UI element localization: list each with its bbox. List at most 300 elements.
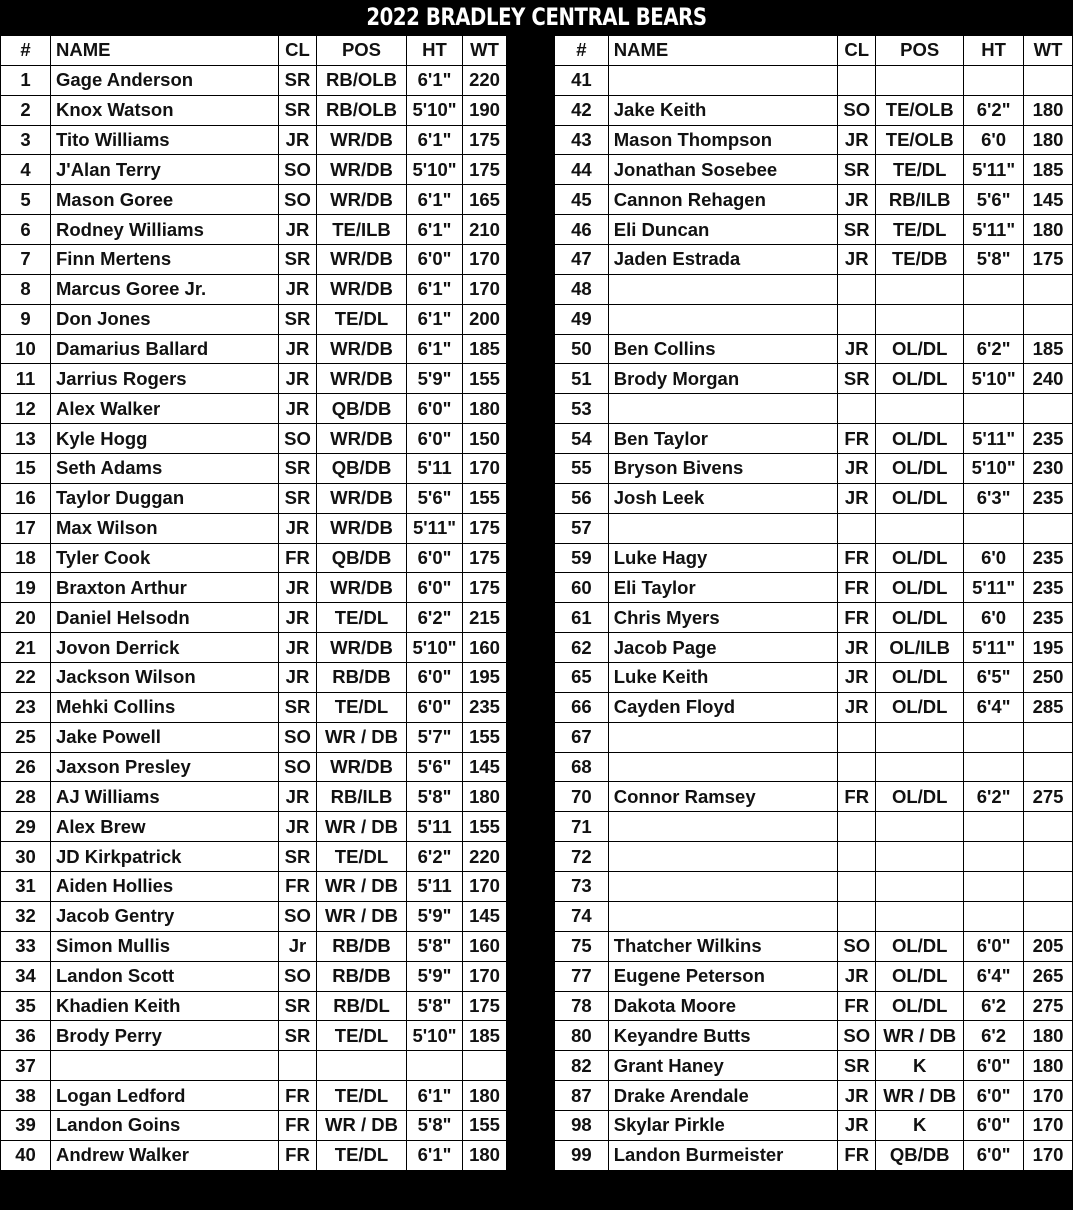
player-class: SR — [838, 215, 876, 245]
player-height: 6'0" — [964, 1081, 1024, 1111]
player-class: JR — [279, 812, 317, 842]
player-class: FR — [838, 424, 876, 454]
player-height: 5'10" — [407, 155, 463, 185]
player-height: 6'0" — [964, 1110, 1024, 1140]
player-weight: 180 — [463, 1140, 507, 1170]
table-row — [1, 185, 507, 215]
player-height: 6'1" — [407, 334, 463, 364]
player-weight: 180 — [463, 782, 507, 812]
player-number: 5 — [1, 185, 51, 215]
player-height: 6'0" — [964, 931, 1024, 961]
player-name: Andrew Walker — [51, 1140, 279, 1170]
player-height: 6'2" — [964, 782, 1024, 812]
player-name: Jaden Estrada — [608, 245, 838, 275]
player-name: Alex Walker — [51, 394, 279, 424]
player-weight — [1024, 274, 1073, 304]
player-number: 47 — [555, 245, 609, 275]
player-number: 13 — [1, 424, 51, 454]
player-weight: 180 — [1024, 95, 1073, 125]
player-weight: 285 — [1024, 692, 1073, 722]
player-weight — [1024, 65, 1073, 95]
player-class: FR — [279, 1110, 317, 1140]
table-row — [1, 931, 507, 961]
player-number: 53 — [555, 394, 609, 424]
player-weight: 155 — [463, 483, 507, 513]
player-weight: 155 — [463, 1110, 507, 1140]
player-name: Mason Goree — [51, 185, 279, 215]
player-position: WR/DB — [317, 155, 407, 185]
player-position: WR/DB — [317, 364, 407, 394]
table-row — [1, 394, 507, 424]
player-name: Cannon Rehagen — [608, 185, 838, 215]
player-name: Alex Brew — [51, 812, 279, 842]
player-position: TE/OLB — [876, 95, 964, 125]
player-class: JR — [838, 125, 876, 155]
player-class — [838, 842, 876, 872]
player-position: WR/DB — [317, 483, 407, 513]
player-weight — [1024, 901, 1073, 931]
table-row — [555, 1140, 1073, 1170]
header-number: # — [1, 36, 51, 66]
player-weight — [463, 1051, 507, 1081]
player-height: 6'2" — [964, 334, 1024, 364]
player-class: JR — [279, 663, 317, 693]
player-position: TE/DB — [876, 245, 964, 275]
player-position: RB/DB — [317, 931, 407, 961]
table-row — [555, 1081, 1073, 1111]
table-row — [555, 334, 1073, 364]
player-number: 59 — [555, 543, 609, 573]
table-row — [1, 65, 507, 95]
player-position: WR/DB — [317, 185, 407, 215]
player-class: SR — [279, 454, 317, 484]
table-row — [555, 454, 1073, 484]
player-number: 68 — [555, 752, 609, 782]
player-number: 28 — [1, 782, 51, 812]
player-class — [838, 901, 876, 931]
player-weight: 170 — [463, 872, 507, 902]
table-row — [555, 842, 1073, 872]
player-height: 6'1" — [407, 1081, 463, 1111]
table-row — [555, 872, 1073, 902]
table-row — [1, 274, 507, 304]
player-number: 41 — [555, 65, 609, 95]
player-name: Landon Scott — [51, 961, 279, 991]
player-height: 6'3" — [964, 483, 1024, 513]
table-row — [1, 543, 507, 573]
player-height: 6'4" — [964, 692, 1024, 722]
player-height: 5'8" — [407, 782, 463, 812]
player-height: 5'8" — [964, 245, 1024, 275]
player-height: 5'8" — [407, 931, 463, 961]
table-row — [1, 842, 507, 872]
player-weight: 185 — [1024, 155, 1073, 185]
header-weight: WT — [1024, 36, 1073, 66]
player-name: AJ Williams — [51, 782, 279, 812]
player-height: 6'1" — [407, 185, 463, 215]
player-weight: 235 — [1024, 543, 1073, 573]
player-class: FR — [279, 872, 317, 902]
player-position — [876, 65, 964, 95]
player-class: JR — [279, 573, 317, 603]
player-number: 45 — [555, 185, 609, 215]
player-position: RB/OLB — [317, 95, 407, 125]
player-weight: 175 — [463, 513, 507, 543]
player-position: TE/OLB — [876, 125, 964, 155]
table-row — [555, 633, 1073, 663]
table-row — [1, 722, 507, 752]
player-weight: 155 — [463, 812, 507, 842]
player-number: 29 — [1, 812, 51, 842]
player-name: Grant Haney — [608, 1051, 838, 1081]
player-position: TE/DL — [317, 1081, 407, 1111]
player-height: 6'0 — [964, 603, 1024, 633]
player-number: 9 — [1, 304, 51, 334]
player-weight: 185 — [1024, 334, 1073, 364]
table-row — [555, 274, 1073, 304]
table-row — [1, 1140, 507, 1170]
player-name — [608, 812, 838, 842]
player-height: 6'0 — [964, 125, 1024, 155]
player-position: WR / DB — [317, 722, 407, 752]
player-height: 5'10" — [964, 364, 1024, 394]
player-number: 87 — [555, 1081, 609, 1111]
table-row — [1, 1081, 507, 1111]
player-height: 5'11" — [964, 573, 1024, 603]
player-position: OL/DL — [876, 931, 964, 961]
player-number: 25 — [1, 722, 51, 752]
player-weight: 170 — [1024, 1081, 1073, 1111]
player-name: Tito Williams — [51, 125, 279, 155]
player-name — [608, 722, 838, 752]
player-number: 40 — [1, 1140, 51, 1170]
player-position: OL/DL — [876, 991, 964, 1021]
player-number: 17 — [1, 513, 51, 543]
player-class: SR — [279, 991, 317, 1021]
header-position: POS — [317, 36, 407, 66]
player-height: 6'0" — [407, 543, 463, 573]
player-class: JR — [838, 245, 876, 275]
player-weight: 145 — [463, 901, 507, 931]
player-name: Max Wilson — [51, 513, 279, 543]
player-position: OL/DL — [876, 961, 964, 991]
table-row — [555, 722, 1073, 752]
player-number: 2 — [1, 95, 51, 125]
player-weight — [1024, 752, 1073, 782]
player-position: TE/DL — [876, 155, 964, 185]
player-name: Jackson Wilson — [51, 663, 279, 693]
player-height: 5'11 — [407, 872, 463, 902]
player-name — [608, 274, 838, 304]
player-position — [876, 901, 964, 931]
player-weight: 250 — [1024, 663, 1073, 693]
player-height: 6'2" — [964, 95, 1024, 125]
player-number: 50 — [555, 334, 609, 364]
player-position: WR/DB — [317, 513, 407, 543]
player-class: SR — [838, 364, 876, 394]
player-position: QB/DB — [317, 394, 407, 424]
player-class: FR — [838, 782, 876, 812]
player-height — [964, 842, 1024, 872]
table-row — [1, 215, 507, 245]
player-number: 38 — [1, 1081, 51, 1111]
table-row — [1, 782, 507, 812]
player-weight: 175 — [463, 991, 507, 1021]
player-position — [876, 812, 964, 842]
player-height: 5'7" — [407, 722, 463, 752]
player-weight: 170 — [463, 961, 507, 991]
table-row — [555, 752, 1073, 782]
player-class: JR — [279, 633, 317, 663]
player-position: K — [876, 1110, 964, 1140]
player-weight: 185 — [463, 1021, 507, 1051]
table-row — [555, 603, 1073, 633]
player-number: 31 — [1, 872, 51, 902]
player-class: FR — [838, 573, 876, 603]
player-name: Logan Ledford — [51, 1081, 279, 1111]
player-height: 5'6" — [407, 752, 463, 782]
header-class: CL — [279, 36, 317, 66]
player-position: OL/DL — [876, 692, 964, 722]
table-row — [555, 1021, 1073, 1051]
table-row — [555, 424, 1073, 454]
player-weight: 195 — [1024, 633, 1073, 663]
player-weight: 190 — [463, 95, 507, 125]
player-position: OL/DL — [876, 603, 964, 633]
player-position — [876, 842, 964, 872]
player-height: 5'9" — [407, 961, 463, 991]
player-weight: 205 — [1024, 931, 1073, 961]
player-weight: 275 — [1024, 782, 1073, 812]
player-name: Keyandre Butts — [608, 1021, 838, 1051]
player-weight: 275 — [1024, 991, 1073, 1021]
player-name: Khadien Keith — [51, 991, 279, 1021]
player-position — [876, 513, 964, 543]
table-row — [1, 125, 507, 155]
player-class: SO — [279, 961, 317, 991]
player-height: 5'11" — [964, 215, 1024, 245]
player-name: Marcus Goree Jr. — [51, 274, 279, 304]
roster-table-left — [0, 35, 507, 1171]
player-number: 74 — [555, 901, 609, 931]
player-height: 6'0" — [407, 245, 463, 275]
player-weight — [1024, 394, 1073, 424]
header-row — [555, 36, 1073, 66]
table-row — [1, 1051, 507, 1081]
player-number: 99 — [555, 1140, 609, 1170]
player-position: TE/DL — [317, 304, 407, 334]
player-class — [838, 752, 876, 782]
player-name — [608, 842, 838, 872]
player-position: RB/DB — [317, 961, 407, 991]
player-number: 1 — [1, 65, 51, 95]
table-row — [555, 901, 1073, 931]
player-name: Landon Goins — [51, 1110, 279, 1140]
player-weight: 145 — [1024, 185, 1073, 215]
table-row — [1, 1110, 507, 1140]
header-height: HT — [407, 36, 463, 66]
player-weight: 155 — [463, 722, 507, 752]
player-height: 5'11 — [407, 812, 463, 842]
player-name: J'Alan Terry — [51, 155, 279, 185]
player-class: JR — [838, 1081, 876, 1111]
player-height: 5'9" — [407, 901, 463, 931]
player-number: 4 — [1, 155, 51, 185]
player-number: 56 — [555, 483, 609, 513]
table-row — [555, 394, 1073, 424]
player-class: JR — [279, 782, 317, 812]
player-position: TE/DL — [317, 603, 407, 633]
player-weight: 220 — [463, 65, 507, 95]
player-name: Landon Burmeister — [608, 1140, 838, 1170]
player-number: 36 — [1, 1021, 51, 1051]
player-position: TE/DL — [317, 1140, 407, 1170]
player-name — [608, 513, 838, 543]
player-position: TE/DL — [317, 1021, 407, 1051]
player-weight: 175 — [463, 155, 507, 185]
player-weight: 175 — [463, 543, 507, 573]
player-height: 6'1" — [407, 304, 463, 334]
player-class: SO — [279, 901, 317, 931]
player-weight: 170 — [463, 454, 507, 484]
player-number: 8 — [1, 274, 51, 304]
player-weight — [1024, 872, 1073, 902]
player-weight: 235 — [1024, 573, 1073, 603]
player-height — [964, 752, 1024, 782]
player-weight: 160 — [463, 931, 507, 961]
player-name: Brody Morgan — [608, 364, 838, 394]
player-height: 6'2 — [964, 991, 1024, 1021]
player-number: 10 — [1, 334, 51, 364]
player-class: JR — [838, 663, 876, 693]
player-weight: 185 — [463, 334, 507, 364]
player-name: Simon Mullis — [51, 931, 279, 961]
table-row — [555, 185, 1073, 215]
player-position: RB/ILB — [876, 185, 964, 215]
player-height — [964, 812, 1024, 842]
player-number: 48 — [555, 274, 609, 304]
player-name: Josh Leek — [608, 483, 838, 513]
player-position: WR/DB — [317, 274, 407, 304]
player-weight: 180 — [463, 1081, 507, 1111]
table-row — [555, 155, 1073, 185]
table-row — [1, 155, 507, 185]
player-weight: 170 — [463, 274, 507, 304]
player-name: Jarrius Rogers — [51, 364, 279, 394]
player-class: Jr — [279, 931, 317, 961]
player-height — [964, 901, 1024, 931]
player-class: FR — [838, 1140, 876, 1170]
player-class: JR — [279, 274, 317, 304]
player-position — [876, 394, 964, 424]
player-weight: 215 — [463, 603, 507, 633]
player-position: WR / DB — [317, 872, 407, 902]
header-row — [1, 36, 507, 66]
player-position — [876, 752, 964, 782]
player-weight: 170 — [1024, 1140, 1073, 1170]
player-number: 37 — [1, 1051, 51, 1081]
player-name: Cayden Floyd — [608, 692, 838, 722]
player-class: JR — [838, 454, 876, 484]
player-class: JR — [838, 334, 876, 364]
player-position: OL/DL — [876, 782, 964, 812]
player-number: 19 — [1, 573, 51, 603]
table-row — [1, 812, 507, 842]
player-weight: 240 — [1024, 364, 1073, 394]
player-class: JR — [838, 1110, 876, 1140]
table-row — [555, 812, 1073, 842]
table-row — [1, 513, 507, 543]
player-weight: 235 — [1024, 483, 1073, 513]
player-number: 11 — [1, 364, 51, 394]
player-name: Don Jones — [51, 304, 279, 334]
table-row — [1, 692, 507, 722]
table-row — [1, 483, 507, 513]
player-number: 70 — [555, 782, 609, 812]
table-row — [555, 961, 1073, 991]
player-height: 6'2" — [407, 603, 463, 633]
player-number: 54 — [555, 424, 609, 454]
player-name: Eugene Peterson — [608, 961, 838, 991]
player-number: 43 — [555, 125, 609, 155]
player-number: 67 — [555, 722, 609, 752]
player-position — [317, 1051, 407, 1081]
player-class: SR — [279, 483, 317, 513]
player-number: 57 — [555, 513, 609, 543]
player-class: SO — [279, 722, 317, 752]
player-name: Jonathan Sosebee — [608, 155, 838, 185]
player-weight — [1024, 842, 1073, 872]
player-class: SR — [838, 1051, 876, 1081]
player-height — [964, 513, 1024, 543]
player-height: 5'10" — [964, 454, 1024, 484]
player-position: RB/ILB — [317, 782, 407, 812]
player-name: Taylor Duggan — [51, 483, 279, 513]
player-name: Daniel Helsodn — [51, 603, 279, 633]
player-class: JR — [279, 364, 317, 394]
player-position: OL/DL — [876, 543, 964, 573]
player-name: Jaxson Presley — [51, 752, 279, 782]
player-height: 6'4" — [964, 961, 1024, 991]
player-weight: 235 — [463, 692, 507, 722]
player-class: SR — [279, 304, 317, 334]
player-position — [876, 274, 964, 304]
player-position: TE/ILB — [317, 215, 407, 245]
player-position: OL/DL — [876, 663, 964, 693]
player-weight: 170 — [463, 245, 507, 275]
player-number: 46 — [555, 215, 609, 245]
player-class: SO — [279, 752, 317, 782]
player-height: 5'10" — [407, 95, 463, 125]
player-position: WR/DB — [317, 424, 407, 454]
player-class: FR — [838, 543, 876, 573]
player-class: SO — [279, 155, 317, 185]
player-number: 51 — [555, 364, 609, 394]
player-class: SO — [279, 424, 317, 454]
player-weight: 200 — [463, 304, 507, 334]
player-position: TE/DL — [317, 842, 407, 872]
table-row — [555, 483, 1073, 513]
table-row — [1, 603, 507, 633]
table-row — [555, 304, 1073, 334]
player-height: 5'8" — [407, 991, 463, 1021]
player-weight: 165 — [463, 185, 507, 215]
player-class: SR — [279, 842, 317, 872]
player-height: 6'0 — [964, 543, 1024, 573]
player-weight: 235 — [1024, 424, 1073, 454]
player-number: 6 — [1, 215, 51, 245]
player-height: 6'5" — [964, 663, 1024, 693]
